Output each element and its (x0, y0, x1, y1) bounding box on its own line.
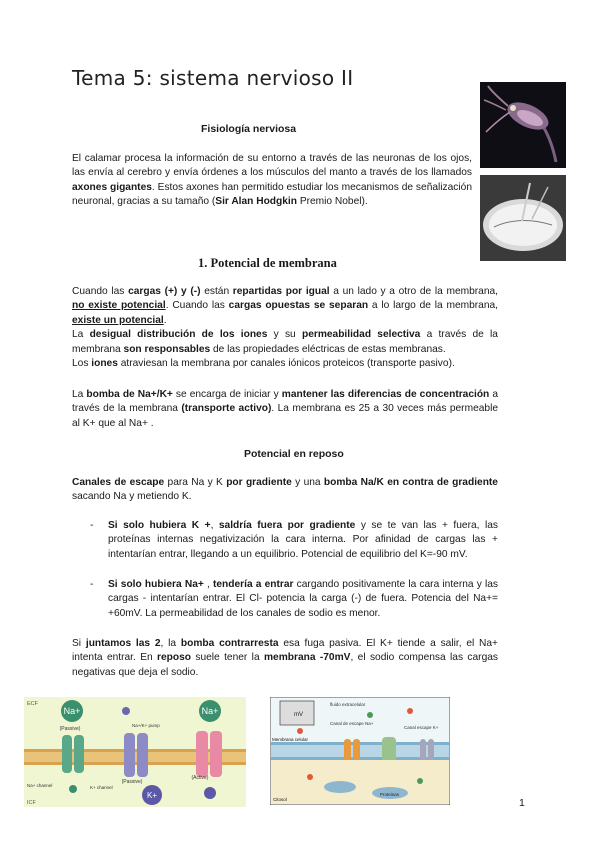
proteins-label: Proteinas (380, 792, 400, 797)
ion-channels-figure (24, 697, 246, 807)
cargas-paragraph: Cuando las cargas (+) y (-) están repartidas por igual a un lado y a otro de la membrana, no existe potencial. Cuando las cargas opuestas se separan a lo largo de la membrana, existe un potencial. La desigual distribución de los iones y su permeabilidad selectiva a través de la membrana son responsables de las propiedades eléctricas de estas membranas. Los iones atraviesan la membrana por canales iónicos proteicos (transporte pasivo). (72, 286, 499, 370)
section-heading-potencial-membrana: 1. Potencial de membrana (198, 256, 337, 270)
passive-label-2: (Passive) (121, 779, 143, 785)
na-ion-pump: Na+ (201, 706, 219, 716)
cytosol-label: Citosol (273, 797, 287, 802)
extracellular-label: fluido extracelular (330, 702, 366, 707)
juntamos-paragraph: Si juntamos las 2, la bomba contrarresta esa fuga pasiva. El K+ tiende a salir, el Na+ intenta entrar. En reposo suele tener la membrana -70mV, el sodio compensa las cargas negativas que deja el sodio. (72, 638, 499, 678)
subheading-potencial-reposo: Potencial en reposo (244, 448, 344, 460)
active-label: (Active) (191, 775, 209, 781)
squid-photo (480, 82, 566, 168)
bullet-potasio: - Si solo hubiera K +, saldría fuera por gradiente y se te van las + fuera, las proteínas internas negativización la cara interna. Por afinidad de cargas las + intentarían entrar, llegando a un equilibrio. Potencial de equilibrio del K=-90 mV. (90, 520, 498, 560)
page-number: 1 (519, 797, 525, 809)
subtitle-fisiologia: Fisiología nerviosa (201, 123, 297, 135)
membrane-label: Membrana celular (272, 737, 309, 742)
bullet-sodio: - Si solo hubiera Na+ , tendería a entrar cargando positivamente la cara interna y las cargas - intentarían entrar. El Cl- potencia la carga (-) de fuera. Potencia del Na+= +60mV. La permeabilidad de los canales de sodio es menor. (90, 579, 498, 619)
bomba-paragraph: La bomba de Na+/K+ se encarga de iniciar y mantener las diferencias de concentración a través de la membrana (transporte activo). La membrana es 25 a 30 veces más permeable al K+ que al Na+ . (72, 389, 499, 429)
na-ion-big: Na+ (63, 706, 81, 716)
na-channel-label: Na+ channel (27, 783, 53, 788)
icf-label: ICF (27, 800, 36, 806)
k-escape-label: Canal escape K+ (404, 725, 439, 730)
k-ion-big: K+ (146, 791, 158, 800)
k-channel-label: K+ channel (90, 785, 113, 790)
na-k-pump-label: Na+/K+ pump (132, 723, 160, 728)
na-escape-label: Canal de escape Na+ (330, 721, 374, 726)
canales-paragraph: Canales de escape para Na y K por gradiente y una bomba Na/K en contra de gradiente sacando Na y metiendo K. (72, 477, 498, 503)
document-title: Tema 5: sistema nervioso II (72, 66, 354, 90)
membrane-potential-figure (270, 697, 450, 805)
intro-paragraph: El calamar procesa la información de su entorno a través de las neuronas de los ojos, las envía al cerebro y envía órdenes a los músculos del manto a través de los llamados axones gigantes. Estos axones han permitido estudiar los mecanismos de señalización neuronal, gracias a su tamaño (Sir Alan Hodgkin Premio Nobel). (72, 153, 472, 208)
mv-label: mV (294, 712, 303, 718)
passive-label-1: (Passive) (59, 726, 81, 732)
ecf-label: ECF (27, 701, 38, 707)
petri-dish-photo (480, 175, 566, 261)
